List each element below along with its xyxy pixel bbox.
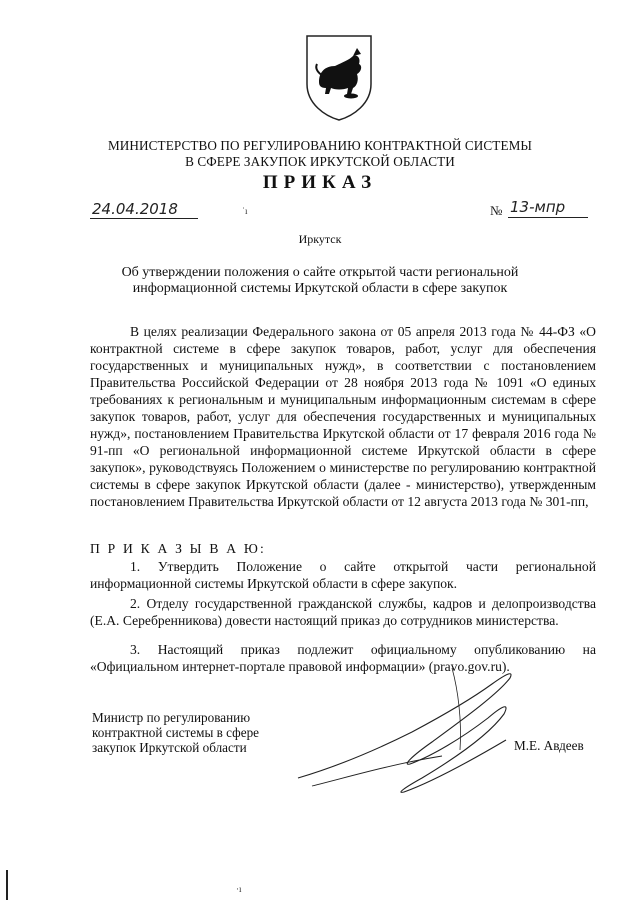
order-number: 13-мпр (510, 198, 566, 216)
document-type-title: ПРИКАЗ (262, 172, 378, 193)
order-item-2: 2. Отделу государственной гражданской службы, кадров и делопроизводства (Е.А. Серебренникова) довести настоящий приказ до сотрудников министерства. (90, 596, 596, 628)
ministry-header (0, 138, 640, 170)
order-subject (0, 265, 640, 297)
irkutsk-babr-crest-icon (303, 32, 375, 122)
signer-position-line-2: контрактной системы в сфере (92, 725, 260, 740)
handwritten-signature (292, 660, 532, 810)
subject-line-1: Об утверждении положения о сайте открытой части региональной (121, 265, 519, 280)
subject-line-2: информационной системы Иркутской области в сфере закупок (132, 281, 508, 296)
signer-position-line-1: Министр по регулированию (92, 710, 251, 725)
signer-position (92, 710, 259, 755)
ministry-line-1: МИНИСТЕРСТВО ПО РЕГУЛИРОВАНИЮ КОНТРАКТНОЙ СИСТЕМЫ (107, 138, 533, 153)
city-label: Иркутск (298, 232, 342, 246)
ministry-line-2: В СФЕРЕ ЗАКУПОК ИРКУТСКОЙ ОБЛАСТИ (185, 154, 455, 169)
scan-mark-bottom: ·ı (236, 884, 242, 894)
scan-edge-mark (6, 870, 8, 900)
order-date: 24.04.2018 (92, 200, 178, 218)
order-item-1: 1. Утвердить Положение о сайте открытой части региональной информационной системы Иркутской области в сфере закупок. (90, 559, 596, 591)
scan-mark: ˙ı (242, 206, 248, 216)
number-underline (508, 217, 588, 218)
order-number-label: № (490, 203, 503, 218)
date-underline (90, 218, 198, 219)
signer-position-line-3: закупок Иркутской области (92, 740, 247, 755)
signer-name: М.Е. Авдеев (514, 738, 584, 753)
preamble-paragraph: В целях реализации Федерального закона от 05 апреля 2013 года № 44-ФЗ «О контрактной системе в сфере закупок товаров, работ, услуг для обеспечения государственных и муниципальных нужд», в соответствии с постановлением Правительства Российской Федерации от 28 ноября 2013 года № 1091 «О единых требованиях к региональным и муниципальным информационным системам в сфере закупок товаров, работ, услуг для обеспечения государственных и муниципальных нужд», постановлением Правительства Иркутской области от 17 февраля 2016 года № 91-пп «О региональной информационной системе Иркутской области в сфере закупок», руководствуясь Положением о министерстве по регулированию контрактной системы в сфере закупок Иркутской области (далее - министерство), утвержденным постановлением Правительства Иркутской области от 12 августа 2013 года № 301-пп, (90, 324, 596, 509)
order-item-3: 3. Настоящий приказ подлежит официальному опубликованию на «Официальном интернет-портале правовой информации» (pravo.gov.ru). (90, 642, 596, 674)
order-directive-word: П Р И К А З Ы В А Ю: (90, 541, 266, 556)
